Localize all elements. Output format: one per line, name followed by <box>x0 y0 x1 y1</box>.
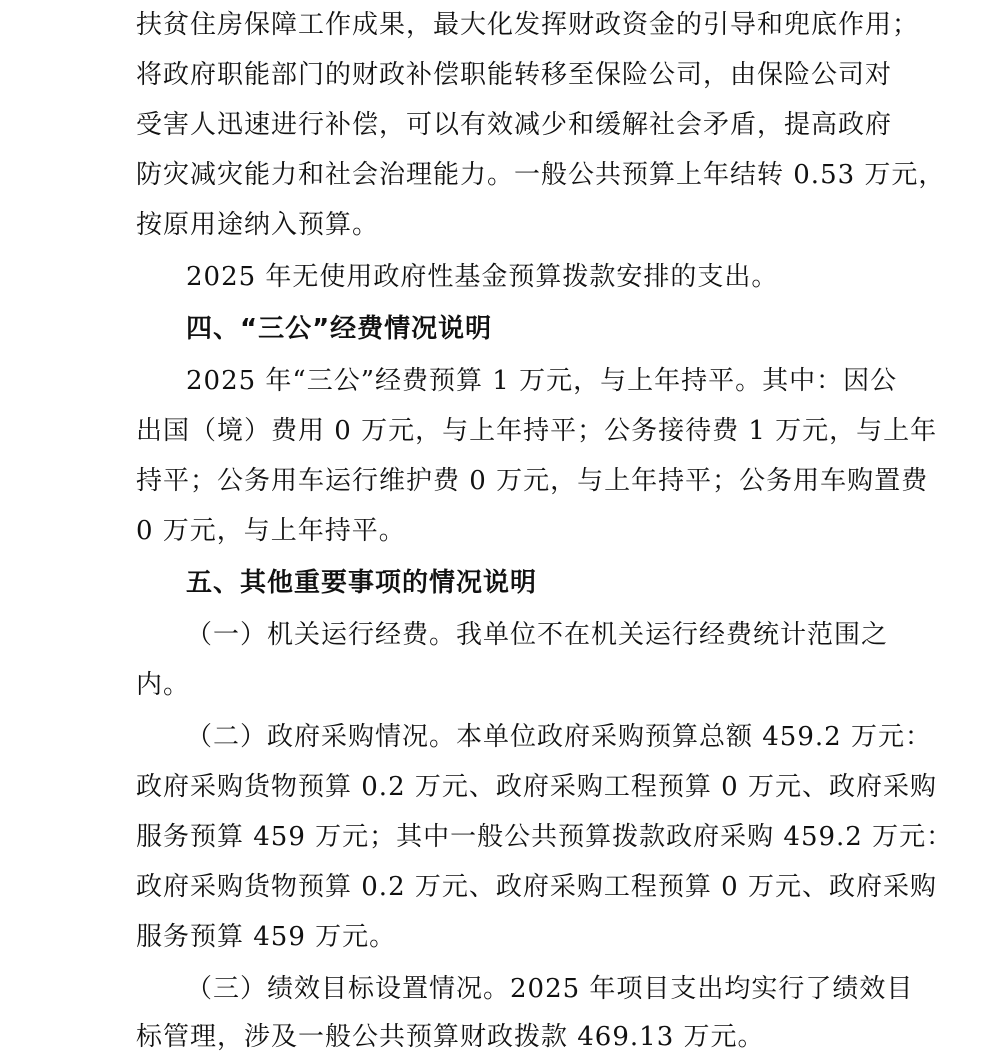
text-line: 0 万元，与上年持平。 <box>136 516 406 546</box>
text-line: 政府采购货物预算 0.2 万元、政府采购工程预算 0 万元、政府采购 <box>136 872 937 902</box>
text-line: 2025 年“三公”经费预算 1 万元，与上年持平。其中：因公 <box>186 366 898 396</box>
text-line: （二）政府采购情况。本单位政府采购预算总额 459.2 万元： <box>186 722 932 752</box>
text-line: （一）机关运行经费。我单位不在机关运行经费统计范围之 <box>186 620 889 650</box>
text-line: 标管理，涉及一般公共预算财政拨款 469.13 万元。 <box>136 1022 765 1052</box>
text-line: 出国（境）费用 0 万元，与上年持平；公务接待费 1 万元，与上年 <box>136 416 938 446</box>
section-heading-three-public: 四、“三公”经费情况说明 <box>186 314 493 344</box>
text-line: 防灾减灾能力和社会治理能力。一般公共预算上年结转 0.53 万元， <box>136 160 946 190</box>
text-line: 将政府职能部门的财政补偿职能转移至保险公司，由保险公司对 <box>136 60 893 90</box>
text-line: 内。 <box>136 670 191 700</box>
text-line: 服务预算 459 万元。 <box>136 922 397 952</box>
text-line: 政府采购货物预算 0.2 万元、政府采购工程预算 0 万元、政府采购 <box>136 772 937 802</box>
text-line: 按原用途纳入预算。 <box>136 210 380 240</box>
text-line: 受害人迅速进行补偿，可以有效减少和缓解社会矛盾，提高政府 <box>136 110 893 140</box>
text-line: （三）绩效目标设置情况。2025 年项目支出均实行了绩效目 <box>186 974 914 1004</box>
section-heading-other-matters: 五、其他重要事项的情况说明 <box>186 568 538 598</box>
text-line: 扶贫住房保障工作成果，最大化发挥财政资金的引导和兜底作用； <box>136 10 920 40</box>
text-line: 服务预算 459 万元；其中一般公共预算拨款政府采购 459.2 万元： <box>136 822 954 852</box>
text-line: 持平；公务用车运行维护费 0 万元，与上年持平；公务用车购置费 <box>136 466 929 496</box>
paragraph-government-fund: 2025 年无使用政府性基金预算拨款安排的支出。 <box>186 262 779 292</box>
